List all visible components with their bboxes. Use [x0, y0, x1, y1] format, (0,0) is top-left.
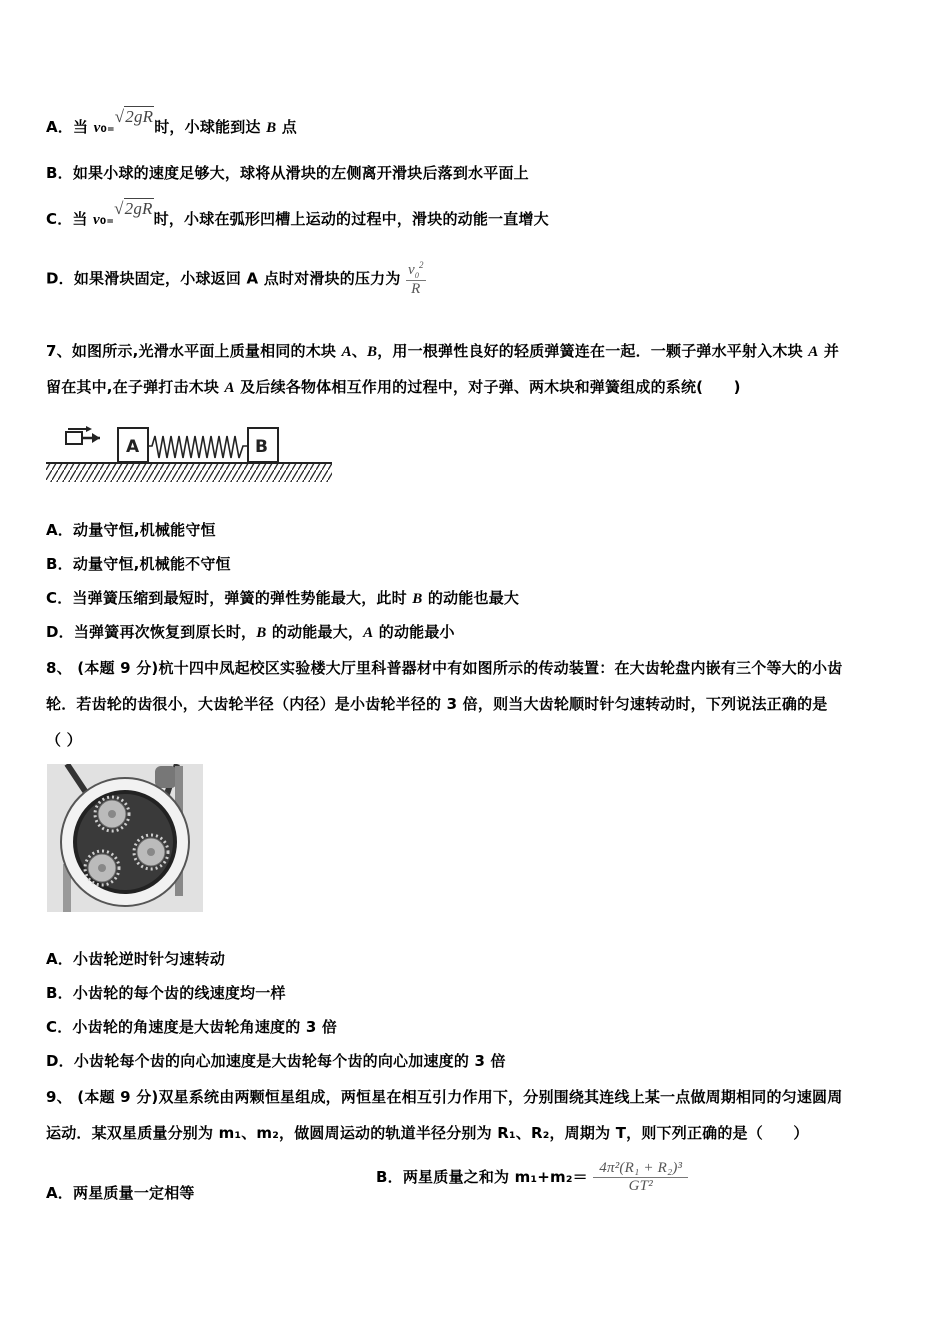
stem-text: 7、如图所示,光滑水平面上质量相同的木块 [46, 342, 342, 360]
symbol-b: B [266, 120, 277, 136]
option-label: B． [46, 164, 73, 182]
option-text: 小齿轮的每个齿的线速度均一样 [72, 984, 286, 1002]
q7-stem-line2 [46, 376, 741, 397]
option-text: 两星质量之和为 m₁+m₂＝ [402, 1168, 588, 1186]
symbol-b: B [256, 625, 267, 641]
option-text: 当 [73, 118, 94, 136]
option-label: D． [46, 623, 74, 641]
option-text: 小齿轮的角速度是大齿轮角速度的 3 倍 [72, 1018, 338, 1036]
q6-option-a [46, 107, 297, 137]
subscript: 0 [100, 125, 107, 135]
ground-hatching [46, 464, 332, 482]
option-text: 如果滑块固定，小球返回 A 点时对滑块的压力为 [73, 269, 401, 288]
equals: = [106, 217, 115, 227]
block-b-label: B [255, 437, 268, 457]
stem-text: 并 [818, 342, 840, 360]
option-text: 小齿轮逆时针匀速转动 [73, 950, 226, 968]
option-text: 两星质量一定相等 [73, 1184, 195, 1202]
symbol-v: v [93, 120, 101, 136]
stem-text: ，用一根弹性良好的轻质弹簧连在一起．一颗子弹水平射入木块 [377, 342, 809, 360]
option-label: A． [46, 118, 74, 136]
symbol-b: B [366, 344, 378, 360]
q8-stem-line3: （ ） [46, 731, 82, 749]
sqrt-expression: √2gR [114, 199, 153, 218]
symbol-a: A [341, 344, 352, 360]
option-text: 动量守恒,机械能守恒 [73, 521, 216, 539]
sqrt-radicand: 2gR [125, 107, 154, 126]
option-label: C． [46, 210, 73, 228]
numerator-symbol: v [407, 262, 415, 278]
subscript: 0 [99, 217, 107, 227]
equals: = [106, 125, 115, 135]
numerator-sup: 2 [419, 260, 424, 270]
option-text: 当弹簧压缩到最短时，弹簧的弹性势能最大，此时 [72, 589, 413, 607]
q6-option-d [46, 260, 426, 298]
sqrt-expression: √2gR [114, 107, 154, 126]
option-text: 当 [72, 210, 94, 228]
fraction-numerator [406, 260, 426, 281]
symbol-a: A [224, 380, 235, 396]
option-label: D． [46, 269, 74, 288]
stem-text: 、 [351, 342, 367, 360]
option-label: C． [46, 589, 73, 607]
q8-stem-line1: 8、 (本题 9 分)杭十四中凤起校区实验楼大厅里科普器材中有如图所示的传动装置：在大齿轮盘内嵌有三个等大的小齿 [46, 659, 843, 677]
fraction-v0-squared-over-r [406, 260, 426, 298]
q9-option-b [376, 1160, 688, 1195]
option-label: A． [46, 1184, 74, 1202]
option-text: 时，小球能到达 [154, 118, 267, 136]
fraction-denominator: R [411, 281, 421, 297]
q9-option-a [46, 1182, 195, 1203]
option-text: 的动能最大， [266, 623, 364, 641]
q7-option-b [46, 553, 231, 574]
q7-option-a [46, 519, 216, 540]
q8-option-d [46, 1050, 506, 1071]
option-label: B． [46, 984, 73, 1002]
q9-stem-line2: 运动．某双星质量分别为 m₁、m₂，做圆周运动的轨道半径分别为 R₁、R₂，周期为 T，则下列正确的是（ ） [46, 1124, 809, 1142]
q8-stem-line2: 轮．若齿轮的齿很小，大齿轮半径（内径）是小齿轮半径的 3 倍，则当大齿轮顺时针匀速转动时，下列说法正确的是 [46, 695, 828, 713]
block-a-label: A [126, 437, 140, 457]
sqrt-radicand: 2gR [124, 199, 153, 218]
option-label: A． [46, 521, 74, 539]
fraction-numerator: 4π²(R₁ + R₂)³ [593, 1160, 688, 1178]
q8-option-c [46, 1016, 337, 1037]
q7-option-c [46, 587, 519, 608]
spring [148, 436, 248, 458]
q7-stem-line1 [46, 340, 839, 361]
symbol-a: A [363, 625, 374, 641]
symbol-v: v [93, 212, 100, 228]
stem-text: 留在其中,在子弹打击木块 [46, 378, 225, 396]
numerator-sub: 0 [414, 271, 420, 280]
option-text: 点 [276, 118, 297, 136]
option-text: 如果小球的速度足够大，球将从滑块的左侧离开滑块后落到水平面上 [72, 164, 529, 182]
option-text: 的动能也最大 [422, 589, 520, 607]
option-text: 当弹簧再次恢复到原长时， [73, 623, 257, 641]
symbol-b: B [412, 591, 423, 607]
bullet-icon [66, 426, 100, 444]
fraction-mass-sum [593, 1160, 688, 1195]
q6-option-c [46, 199, 549, 229]
option-text: 动量守恒,机械能不守恒 [72, 555, 231, 573]
q8-option-b [46, 982, 286, 1003]
fraction-denominator: GT² [628, 1178, 653, 1194]
option-label: A． [46, 950, 74, 968]
option-text: 的动能最小 [373, 623, 455, 641]
q6-option-b [46, 162, 529, 183]
q7-option-d [46, 621, 455, 642]
q8-option-a [46, 948, 225, 969]
gear-mechanism-photo [47, 764, 203, 912]
spring-block-diagram [46, 420, 336, 486]
option-label: C． [46, 1018, 73, 1036]
option-label: B． [46, 555, 73, 573]
q9-stem-line1: 9、 (本题 9 分)双星系统由两颗恒星组成，两恒星在相互引力作用下，分别围绕其连线上某一点做周期相同的匀速圆周 [46, 1088, 843, 1106]
option-label: B． [376, 1168, 403, 1186]
stem-text: 及后续各物体相互作用的过程中，对子弹、两木块和弹簧组成的系统( ) [234, 378, 741, 396]
option-text: 时，小球在弧形凹槽上运动的过程中，滑块的动能一直增大 [153, 210, 549, 228]
option-text: 小齿轮每个齿的向心加速度是大齿轮每个齿的向心加速度的 3 倍 [73, 1052, 506, 1070]
symbol-a: A [808, 344, 819, 360]
option-label: D． [46, 1052, 74, 1070]
